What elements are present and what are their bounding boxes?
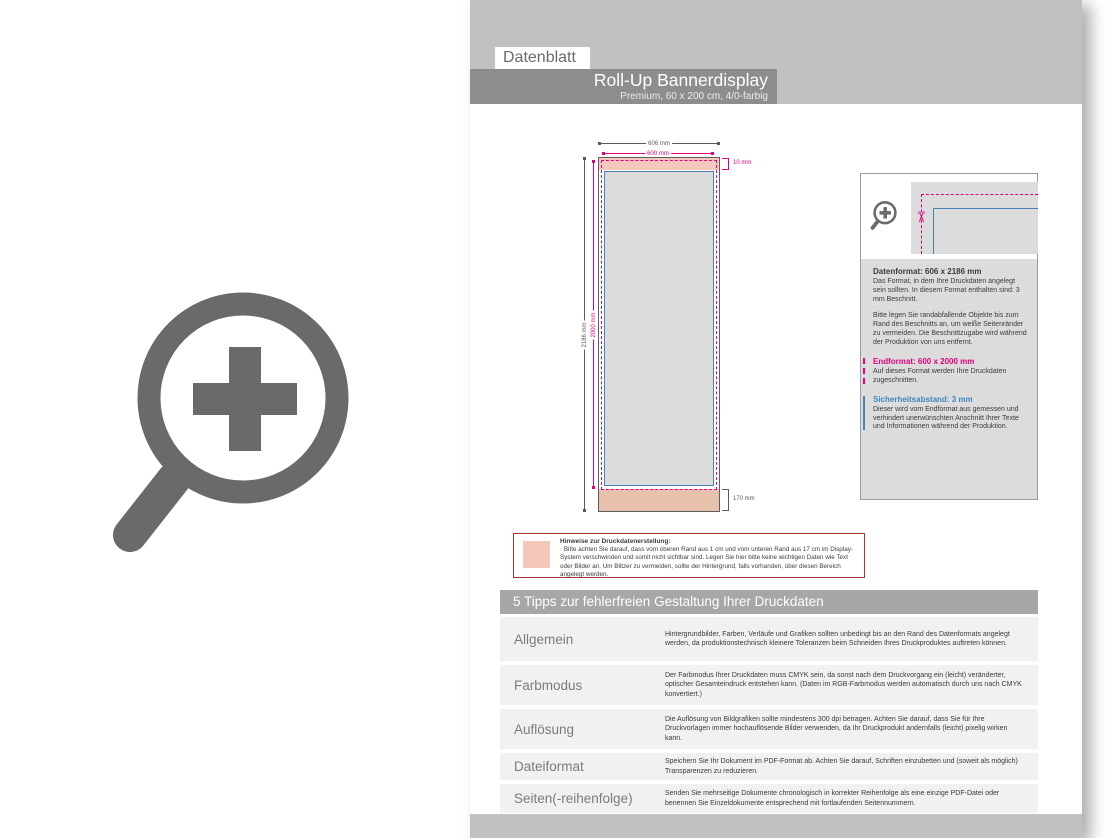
table-row bbox=[500, 784, 1038, 813]
salmon-color-swatch bbox=[523, 541, 550, 568]
table-row bbox=[500, 617, 1038, 661]
tip-label-seitenreihenfolge: Seiten(-reihenfolge) bbox=[514, 791, 633, 806]
tips-header-bar bbox=[500, 590, 1038, 614]
bottom-gray-band bbox=[470, 814, 1082, 838]
product-subtitle: Premium, 60 x 200 cm, 4/0-farbig bbox=[620, 91, 768, 102]
dimension-height-inner bbox=[591, 160, 597, 489]
datenformat-heading: Datenformat: 606 x 2186 mm bbox=[873, 267, 982, 276]
tips-header-label: 5 Tipps zur fehlerfreien Gestaltung Ihrer Druckdaten bbox=[513, 594, 824, 609]
endformat-section bbox=[873, 357, 1028, 386]
dimension-width-outer-label: 606 mm bbox=[648, 141, 670, 147]
dimension-height-inner-label: 2000 mm bbox=[591, 311, 597, 338]
dimension-height-outer bbox=[582, 157, 588, 512]
format-info-text bbox=[861, 259, 1037, 499]
magnifier-plus-icon bbox=[869, 200, 899, 231]
endformat-heading: Endformat: 600 x 2000 mm bbox=[873, 356, 975, 366]
datenblatt-tab bbox=[495, 47, 590, 69]
datenformat-section bbox=[873, 267, 1028, 348]
endformat-paragraph: Auf dieses Format werden Ihre Druckdaten zugeschnitten. bbox=[873, 367, 1007, 384]
tip-text: Der Farbmodus Ihrer Druckdaten muss CMYK sein, da sonst nach dem Druckvorgang ein (leicht) veränderter, optischer Gesamteindruck entstehen kann. (Daten im RGB-Farbmodus werden automatisch durch uns nach CMYK konvertiert.) bbox=[665, 671, 1022, 698]
dimension-bottom-band-label: 170 mm bbox=[733, 496, 755, 502]
product-header-bar bbox=[470, 69, 777, 104]
datenformat-paragraph: Das Format, in dem Ihre Druckdaten angelegt sein sollten. In diesem Format enthalten sind: 3 mm Beschnitt. bbox=[873, 278, 1020, 303]
datenformat-paragraph: Bitte legen Sie randabfallende Objekte bis zum Rand des Beschnitts an, um weiße Seitenränder zu vermeiden. Die Beschnittzugabe wird während der Produktion von uns entfernt. bbox=[873, 311, 1027, 346]
tip-label-farbmodus: Farbmodus bbox=[514, 677, 583, 693]
tip-text: Senden Sie mehrseitige Dokumente chronologisch in korrekter Reihenfolge als eine einzige PDF-Datei oder benennen Sie Einzeldokumente entsprechend mit fortlaufenden Seitennummern. bbox=[665, 790, 1000, 807]
tip-text: Die Auflösung von Bildgrafiken sollte mindestens 300 dpi betragen. Achten Sie darauf, dass Sie für Ihre Druckvorlagen immer hochauflösende Bilder verwenden, da Ihr Druckprodukt andernfalls (leicht) pixelig wirken kann. bbox=[665, 715, 1008, 742]
table-row bbox=[500, 753, 1038, 780]
dimension-width-outer bbox=[598, 141, 720, 147]
dimension-top-band-label: 10 mm bbox=[733, 160, 752, 166]
format-info-box bbox=[860, 173, 1038, 500]
dimension-width-inner bbox=[602, 151, 714, 157]
hint-text bbox=[560, 538, 860, 579]
dimension-top-band-bracket bbox=[722, 158, 729, 170]
diagram-bottom-hidden-band bbox=[599, 489, 719, 511]
table-row bbox=[500, 665, 1038, 705]
table-row bbox=[500, 709, 1038, 749]
corner-detail-illustration bbox=[911, 182, 1038, 254]
diagram-safety-rect bbox=[604, 171, 714, 486]
safety-line-horizontal bbox=[933, 208, 1038, 209]
sicherheitsabstand-paragraph: Dieser wird vom Endformat aus gemessen und verhindert unerwünschten Anschnitt Ihrer Texte und Informationen während der Produktion. bbox=[873, 405, 1019, 431]
zoom-plus-icon bbox=[100, 283, 368, 563]
print-data-hint-box bbox=[513, 533, 865, 578]
dimension-bottom-band-bracket bbox=[722, 489, 729, 511]
scissors-icon: ✂ bbox=[912, 210, 929, 224]
tip-label-allgemein: Allgemein bbox=[514, 631, 574, 647]
tip-label-aufloesung: Auflösung bbox=[514, 721, 575, 737]
hint-title: Hinweise zur Druckdatenerstellung: bbox=[560, 538, 671, 545]
dimension-width-inner-label: 600 mm bbox=[647, 151, 669, 157]
hint-body: · Bitte achten Sie darauf, dass vom oberen Rand aus 1 cm und vom unteren Rand aus 17 cm im Display-System verschwinden und somit nicht sichtbar sind. Legen Sie hier bitte keine wichtigen Daten wie Text oder Bilder an. Um Blitzer zu vermeiden, sollte der Hintergrund, falls vorhanden, über diesen Bereich angelegt werden. bbox=[560, 546, 853, 578]
datasheet-page bbox=[470, 0, 1082, 838]
sicherheitsabstand-section bbox=[873, 395, 1028, 433]
product-title: Roll-Up Bannerdisplay bbox=[593, 70, 768, 90]
datenblatt-label: Datenblatt bbox=[503, 49, 576, 66]
sicherheitsabstand-heading: Sicherheitsabstand: 3 mm bbox=[873, 394, 973, 404]
safety-line-vertical bbox=[933, 208, 934, 254]
tip-text: Hintergrundbilder, Farben, Verläufe und Grafiken sollten unbedingt bis an den Rand des Datenformats angelegt werden, da produktionstechnisch kleinere Toleranzen beim Schneiden Ihres Druckproduktes auftreten können. bbox=[665, 630, 1010, 647]
cutline-horizontal-dashed bbox=[921, 194, 1038, 195]
dimension-height-outer-label: 2186 mm bbox=[582, 321, 588, 348]
tip-label-dateiformat: Dateiformat bbox=[514, 759, 584, 774]
tip-text: Speichern Sie Ihr Dokument im PDF-Format ab. Achten Sie darauf, Schriften einzubetten und (soweit als möglich) Transparenzen zu reduzieren. bbox=[665, 758, 1018, 775]
